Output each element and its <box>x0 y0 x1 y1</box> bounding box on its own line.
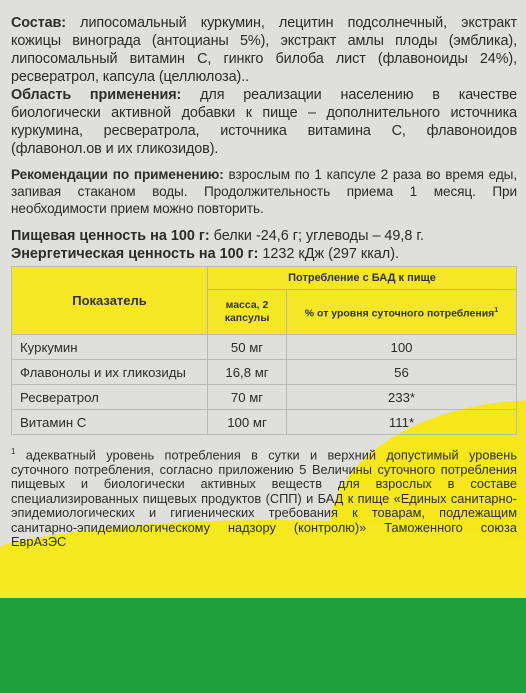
composition-paragraph <box>11 14 517 86</box>
table-row <box>12 335 517 360</box>
row-mass: 16,8 мг <box>208 360 287 385</box>
table-header <box>12 267 517 335</box>
row-percent: 56 <box>287 360 517 385</box>
recommendations-paragraph <box>11 166 517 217</box>
table-row <box>12 410 517 435</box>
footnote-text: адекватный уровень потребления в сутки и верхний допустимый уровень суточного потребления, согласно приложению 5 Величины суточного потребления пищевых и биологически активных веществ для взрослых в составе специализированных пищевых продуктов (СПП) и БАД к пище «Единых санитарно-эпидемиологических и гигиенических требования к товарам, подлежащим санитарно-эпидемиологическому надзору (контролю)» Таможенного союза ЕврАзЭС <box>11 447 517 550</box>
row-percent: 233* <box>287 385 517 410</box>
header-indicator: Показатель <box>12 267 208 335</box>
application-label: Область применения: <box>11 87 182 103</box>
composition-text: липосомальный куркумин, лецитин подсолнечный, экстракт кожицы винограда (антоцианы 5%), экстракт амлы плоды (эмблика), липосомальный витамин С, гинкго билоба лист (флавоноиды 24%), ресвератрол, капсула (целлюлоза).. <box>11 15 517 85</box>
application-paragraph <box>11 86 517 158</box>
table-row <box>12 360 517 385</box>
row-mass: 50 мг <box>208 335 287 360</box>
row-mass: 100 мг <box>208 410 287 435</box>
row-percent: 111* <box>287 410 517 435</box>
energy-value-line <box>11 245 517 263</box>
header-consumption: Потребление с БАД к пище <box>208 267 517 290</box>
header-percent-sup: 1 <box>494 306 499 314</box>
recommendations-label: Рекомендации по применению: <box>11 167 224 182</box>
row-name: Витамин С <box>12 410 208 435</box>
food-value-line <box>11 227 517 245</box>
header-mass: масса, 2 капсулы <box>208 290 287 335</box>
nutrition-table <box>11 266 517 435</box>
row-name: Куркумин <box>12 335 208 360</box>
row-name: Ресвератрол <box>12 385 208 410</box>
footnote <box>11 445 517 550</box>
row-mass: 70 мг <box>208 385 287 410</box>
spacer <box>11 217 517 227</box>
composition-label: Состав: <box>11 15 66 31</box>
table-row <box>12 385 517 410</box>
spacer <box>11 158 517 166</box>
header-percent <box>287 290 517 335</box>
recommendations-text: взрослым по 1 капсуле 2 раза во время еды, запивая стаканом воды. Продолжительность приема 1 месяц. При необходимости прием можно повторить. <box>11 167 518 216</box>
application-text: для реализации населению в качестве биологически активной добавки к пище – дополнительного источника куркумина, ресвератрола, источника витамина С, флавоноидов (флавонол.ов и их гликозидов). <box>11 87 517 157</box>
row-percent: 100 <box>287 335 517 360</box>
header-percent-text: % от уровня суточного потребления <box>304 307 495 320</box>
row-name: Флавонолы и их гликозиды <box>12 360 208 385</box>
energy-value-label: Энергетическая ценность на 100 г: <box>11 246 259 262</box>
footnote-marker: 1 <box>11 447 16 456</box>
label-content <box>11 14 517 550</box>
green-band <box>0 598 526 693</box>
food-value-text: белки -24,6 г; углеводы – 49,8 г. <box>209 228 424 244</box>
food-value-label: Пищевая ценность на 100 г: <box>11 228 210 244</box>
energy-value-text: 1232 кДж (297 ккал). <box>258 246 399 262</box>
